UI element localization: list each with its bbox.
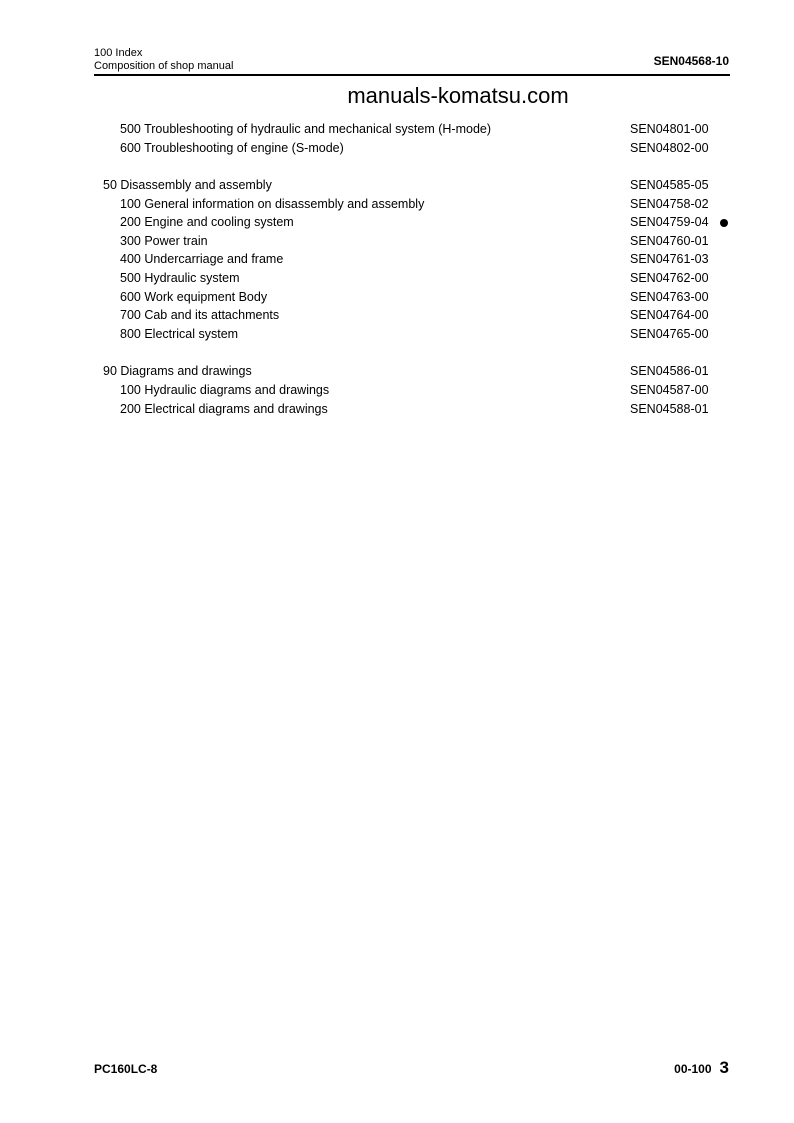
toc-doc-code: SEN04587-00 [630,383,709,397]
toc-title: 500 Hydraulic system [120,271,240,285]
toc-row[interactable] [0,232,794,250]
toc-title: 600 Work equipment Body [120,290,268,304]
header-subtitle: Composition of shop manual [94,60,234,72]
toc-title: 200 Electrical diagrams and drawings [120,402,328,416]
toc-doc-code: SEN04588-01 [630,402,709,416]
header-rule [94,74,730,76]
toc-title: 50 Disassembly and assembly [103,178,272,192]
toc-row[interactable] [0,213,794,231]
toc-title: 100 Hydraulic diagrams and drawings [120,383,330,397]
toc-doc-code: SEN04765-00 [630,327,709,341]
footer-page-code: 00-100 [674,1062,712,1076]
toc-title: 400 Undercarriage and frame [120,252,284,266]
header-doc-code: SEN04568-10 [653,54,729,68]
toc-doc-code: SEN04764-00 [630,308,709,322]
toc-doc-code: SEN04801-00 [630,122,709,136]
toc-row[interactable] [0,306,794,324]
toc-row[interactable] [0,139,794,157]
toc-doc-code: SEN04759-04 [630,215,709,229]
toc-row[interactable] [0,176,794,194]
toc-doc-code: SEN04585-05 [630,178,709,192]
header-section: 100 Index [94,47,143,59]
toc-title: 200 Engine and cooling system [120,215,294,229]
toc-row[interactable] [0,325,794,343]
footer-model: PC160LC-8 [94,1062,158,1076]
toc-doc-code: SEN04760-01 [630,234,709,248]
toc-doc-code: SEN04763-00 [630,290,709,304]
toc-title: 90 Diagrams and drawings [103,364,252,378]
toc-doc-code: SEN04761-03 [630,252,709,266]
toc-row[interactable] [0,362,794,380]
toc-row[interactable] [0,288,794,306]
page-header-left [94,47,233,73]
toc-title: 100 General information on disassembly and assembly [120,197,425,211]
toc-doc-code: SEN04758-02 [630,197,709,211]
toc-title: 700 Cab and its attachments [120,308,280,322]
toc-row[interactable] [0,195,794,213]
toc-row[interactable] [0,400,794,418]
toc-doc-code: SEN04762-00 [630,271,709,285]
watermark-link[interactable]: manuals-komatsu.com [347,83,569,108]
toc-title: 800 Electrical system [120,327,239,341]
toc-doc-code: SEN04802-00 [630,141,709,155]
toc-row[interactable] [0,381,794,399]
toc-row[interactable] [0,120,794,138]
revision-bullet-icon [720,219,728,227]
toc-row[interactable] [0,269,794,287]
toc-title: 500 Troubleshooting of hydraulic and mechanical system (H-mode) [120,122,492,136]
toc-doc-code: SEN04586-01 [630,364,709,378]
footer-page [674,1058,729,1078]
toc-row[interactable] [0,250,794,268]
footer-page-number: 3 [719,1058,729,1077]
toc-title: 600 Troubleshooting of engine (S-mode) [120,141,344,155]
toc-title: 300 Power train [120,234,208,248]
